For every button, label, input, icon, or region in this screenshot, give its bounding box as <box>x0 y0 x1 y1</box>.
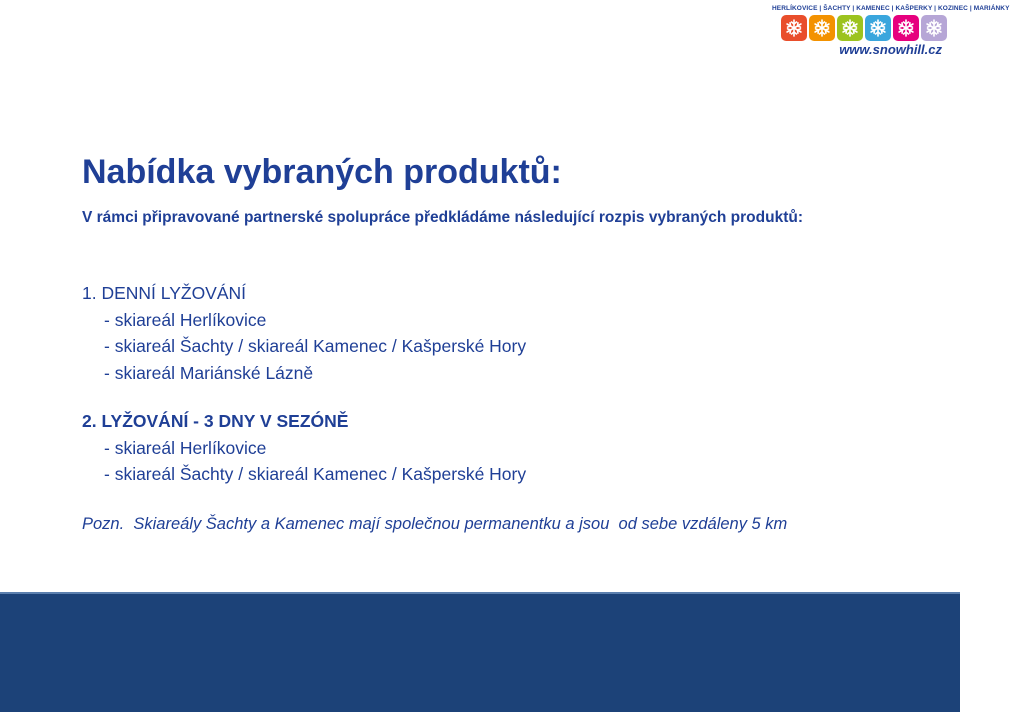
logo-tile-6 <box>921 15 947 41</box>
logo-tile-5 <box>893 15 919 41</box>
list-item: - skiareál Šachty / skiareál Kamenec / Kašperské Hory <box>104 464 527 484</box>
list-item: - skiareál Herlíkovice <box>104 437 267 458</box>
logo-tiles <box>772 15 956 41</box>
intro-text: V rámci připravované partnerské spolupráce předkládáme následující rozpis vybraných produktů: <box>82 209 803 226</box>
page-title: Nabídka vybraných produktů: <box>82 153 562 191</box>
logo-tile-2 <box>809 15 835 41</box>
section-three-days-skiing <box>82 408 526 488</box>
snowflake-icon <box>924 18 944 38</box>
list-item: - skiareál Šachty / skiareál Kamenec / Kašperské Hory <box>104 336 527 356</box>
note-text: Pozn. Skiareály Šachty a Kamenec mají společnou permanentku a jsou od sebe vzdáleny 5 km <box>82 515 788 533</box>
snowflake-icon <box>840 18 860 38</box>
snowhill-logo[interactable] <box>772 4 1010 62</box>
logo-tile-1 <box>781 15 807 41</box>
snowflake-icon <box>784 18 804 38</box>
list-item: - skiareál Herlíkovice <box>104 309 267 330</box>
section-heading: 1. DENNÍ LYŽOVÁNÍ <box>82 283 247 303</box>
footer-divider <box>0 592 960 594</box>
logo-tile-4 <box>865 15 891 41</box>
snowflake-icon <box>868 18 888 38</box>
logo-url[interactable]: www.snowhill.cz <box>839 42 942 57</box>
footer-band <box>0 592 960 712</box>
list-item: - skiareál Mariánské Lázně <box>104 362 314 383</box>
logo-tile-3 <box>837 15 863 41</box>
logo-resorts-text: HERLÍKOVICE | ŠACHTY | KAMENEC | KAŠPERKY | KOZINEC | MARIÁNKY <box>772 5 1010 12</box>
snowflake-icon <box>812 18 832 38</box>
section-heading: 2. LYŽOVÁNÍ - 3 DNY V SEZÓNĚ <box>82 411 349 431</box>
section-daily-skiing <box>82 280 526 386</box>
snowflake-icon <box>896 18 916 38</box>
